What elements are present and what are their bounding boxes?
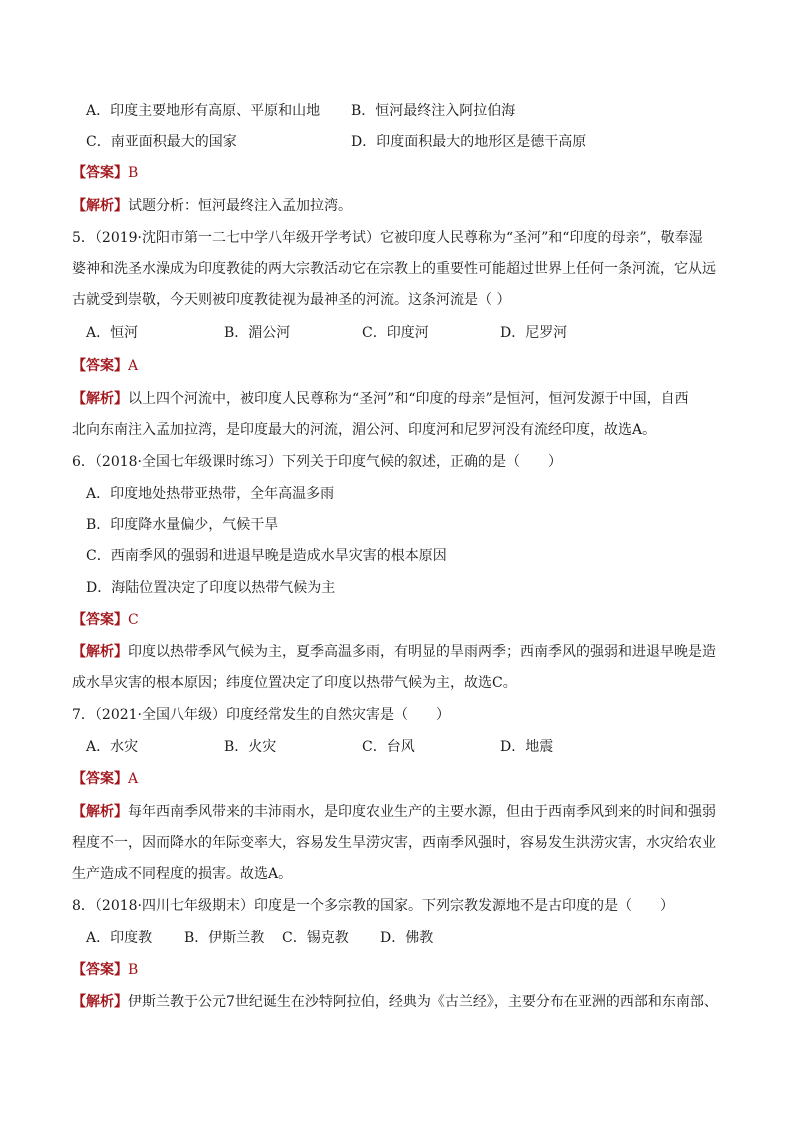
analysis-tag: 【解析】	[72, 644, 128, 660]
q4-analysis	[72, 196, 352, 216]
analysis-tag: 【解析】	[72, 804, 128, 820]
q6-analysis-line-2: 成水旱灾害的根本原因；纬度位置决定了印度以热带气候为主，故选C。	[72, 675, 517, 691]
q8-answer	[72, 960, 138, 980]
q6-option-d: D．海陆位置决定了印度以热带气候为主	[86, 580, 336, 596]
q7-option-c: C．台风	[362, 739, 415, 755]
analysis-tag: 【解析】	[72, 994, 128, 1010]
analysis-tag: 【解析】	[72, 391, 128, 407]
answer-value: A	[128, 358, 139, 374]
q5-analysis-line-1	[72, 389, 689, 409]
q4-answer	[72, 163, 138, 183]
q5-option-c: C．印度河	[362, 325, 429, 341]
q8-option-d: D．佛教	[380, 930, 434, 946]
q7-option-d: D．地震	[500, 739, 554, 755]
answer-tag: 【答案】	[72, 962, 128, 978]
q7-analysis-line-1	[72, 802, 716, 822]
q5-analysis-line-2: 北向东南注入孟加拉湾，是印度最大的河流，湄公河、印度河和尼罗河没有流经印度，故选A。	[72, 422, 657, 438]
q7-option-a: A．水灾	[86, 739, 139, 755]
q5-option-a: A．恒河	[86, 325, 139, 341]
q4-option-c: C．南亚面积最大的国家	[86, 134, 237, 150]
q5-stem-line-2: 婆神和洗圣水澡成为印度教徒的两大宗教活动它在宗教上的重要性可能超过世界上任何一条河流，它从远	[72, 261, 716, 277]
q5-stem-line-1: 5．（2019·沈阳市第一二七中学八年级开学考试）它被印度人民尊称为“圣河”和“印度的母亲”，敬奉湿	[72, 230, 703, 246]
analysis-text: 印度以热带季风气候为主，夏季高温多雨，有明显的旱雨两季；西南季风的强弱和进退早晚是造	[128, 644, 716, 660]
q8-option-b: B．伊斯兰教	[184, 930, 265, 946]
analysis-text: 试题分析：恒河最终注入孟加拉湾。	[128, 198, 352, 214]
q8-options	[86, 928, 478, 948]
analysis-text: 伊斯兰教于公元7世纪诞生在沙特阿拉伯，经典为《古兰经》，主要分布在亚洲的西部和东南部、	[128, 994, 718, 1010]
q6-option-c: C．西南季风的强弱和进退早晚是造成水旱灾害的根本原因	[86, 548, 447, 564]
q4-option-d: D．印度面积最大的地形区是德干高原	[351, 134, 587, 150]
answer-tag: 【答案】	[72, 165, 128, 181]
analysis-tag: 【解析】	[72, 198, 128, 214]
answer-tag: 【答案】	[72, 612, 128, 628]
q5-option-b: B．湄公河	[224, 325, 291, 341]
q7-stem: 7．（2021·全国八年级）印度经常发生的自然灾害是（ ）	[72, 707, 450, 723]
q7-answer	[72, 769, 138, 789]
analysis-text: 以上四个河流中，被印度人民尊称为“圣河”和“印度的母亲”是恒河，恒河发源于中国，自西	[128, 391, 689, 407]
q6-option-a: A．印度地处热带亚热带，全年高温多雨	[86, 486, 335, 502]
answer-tag: 【答案】	[72, 771, 128, 787]
q7-options	[86, 737, 638, 757]
answer-tag: 【答案】	[72, 358, 128, 374]
q4-option-b: B．恒河最终注入阿拉伯海	[351, 103, 516, 119]
q6-stem: 6．（2018·全国七年级课时练习）下列关于印度气候的叙述，正确的是（ ）	[72, 454, 562, 470]
q5-options	[86, 323, 638, 343]
q4-options-row-2	[86, 132, 586, 152]
q8-analysis-line-1	[72, 992, 718, 1012]
answer-value: C	[128, 612, 139, 628]
analysis-text: 每年西南季风带来的丰沛雨水，是印度农业生产的主要水源，但由于西南季风到来的时间和强弱	[128, 804, 716, 820]
q4-options-row-1	[86, 101, 515, 121]
q7-option-b: B．火灾	[224, 739, 277, 755]
answer-value: A	[128, 771, 139, 787]
q8-option-c: C．锡克教	[282, 930, 349, 946]
answer-value: B	[128, 962, 139, 978]
q4-option-a: A．印度主要地形有高原、平原和山地	[86, 103, 321, 119]
q5-stem-line-3: 古就受到崇敬，今天则被印度教徒视为最神圣的河流。这条河流是（ ）	[72, 292, 511, 308]
q7-analysis-line-3: 生产造成不同程度的损害。故选A。	[72, 866, 293, 882]
q6-analysis-line-1	[72, 642, 716, 662]
q5-option-d: D．尼罗河	[500, 325, 568, 341]
q6-option-b: B．印度降水量偏少，气候干旱	[86, 517, 279, 533]
q6-answer	[72, 610, 139, 630]
q8-stem: 8．（2018·四川七年级期末）印度是一个多宗教的国家。下列宗教发源地不是古印度的是（ ）	[72, 898, 674, 914]
q5-answer	[72, 356, 138, 376]
q7-analysis-line-2: 程度不一，因而降水的年际变率大，容易发生旱涝灾害，西南季风强时，容易发生洪涝灾害，水灾给农业	[72, 835, 716, 851]
answer-value: B	[128, 165, 139, 181]
q8-option-a: A．印度教	[86, 930, 153, 946]
